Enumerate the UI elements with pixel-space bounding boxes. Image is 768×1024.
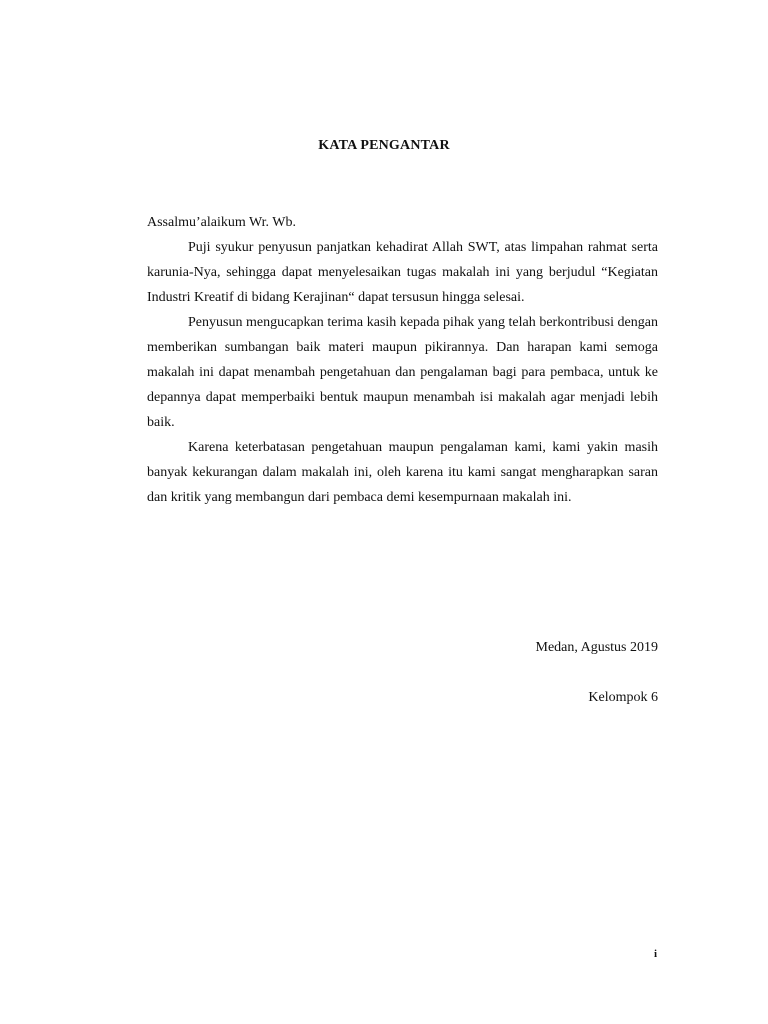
document-body xyxy=(147,210,658,510)
signer: Kelompok 6 xyxy=(588,690,658,705)
paragraph-1: Puji syukur penyusun panjatkan kehadirat Allah SWT, atas limpahan rahmat serta karunia-Nya, sehingga dapat menyelesaikan tugas makalah ini yang berjudul “Kegiatan Industri Kreatif di bidang Kerajinan“ dapat tersusun hingga selesai. xyxy=(147,240,658,305)
paragraph-3: Karena keterbatasan pengetahuan maupun pengalaman kami, kami yakin masih banyak kekurangan dalam makalah ini, oleh karena itu kami sangat mengharapkan saran dan kritik yang membangun dari pembaca demi kesempurnaan makalah ini. xyxy=(147,440,658,505)
page-number: i xyxy=(654,948,658,960)
greeting: Assalmu’alaikum Wr. Wb. xyxy=(147,215,297,230)
place-date: Medan, Agustus 2019 xyxy=(535,640,658,655)
document-title: KATA PENGANTAR xyxy=(318,138,450,153)
paragraph-2: Penyusun mengucapkan terima kasih kepada pihak yang telah berkontribusi dengan memberikan sumbangan baik materi maupun pikirannya. Dan harapan kami semoga makalah ini dapat menambah pengetahuan dan pengalaman bagi para pembaca, untuk ke depannya dapat memperbaiki bentuk maupun menambah isi makalah agar menjadi lebih baik. xyxy=(147,315,658,430)
